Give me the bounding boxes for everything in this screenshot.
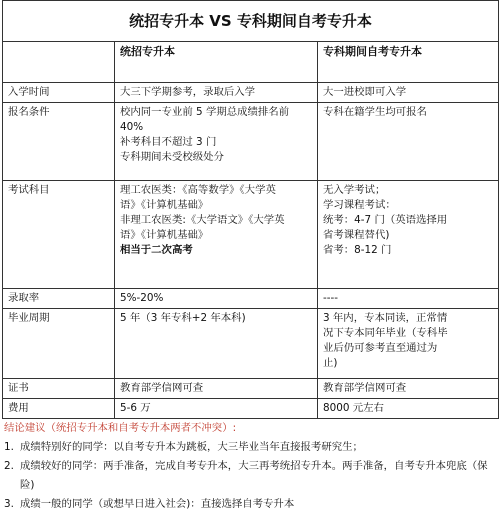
cell-tongzhao: [115, 181, 318, 289]
cell-line: 5 年（3 年专科+2 年本科): [120, 312, 246, 324]
cell-line: 学习课程考试：: [323, 199, 396, 211]
cell-line: 统考：4-7 门（英语选择用: [323, 214, 448, 226]
cell-tongzhao: [115, 379, 318, 399]
conclusion-title: 结论建议（统招专升本和自考专升本两者不冲突）:: [4, 422, 237, 434]
header-zikao: 专科期间自考专升本: [318, 42, 499, 83]
cell-line: 语》《计算机基础》: [120, 199, 209, 211]
row-label: 证书: [3, 379, 115, 399]
cell-line: ----: [323, 292, 338, 304]
cell-line: 专科在籍学生均可报名: [323, 106, 427, 118]
row-admission-rate: [3, 289, 499, 309]
row-requirements: [3, 103, 499, 181]
cell-zikao: [318, 289, 499, 309]
cell-line: 8000 元左右: [323, 402, 384, 414]
row-certificate: [3, 379, 499, 399]
row-exam-subjects: [3, 181, 499, 289]
list-text: 成绩较好的同学：两手准备，完成自考专升本，大三再考统招专升本。两手准备，自考专升本兜底（保险): [20, 460, 488, 491]
cell-line: 教育部学信网可查: [323, 382, 407, 394]
list-number: 1.: [4, 441, 14, 453]
row-label: 费用: [3, 399, 115, 419]
row-cost: [3, 399, 499, 419]
page-title: 统招专升本 VS 专科期间自考专升本: [3, 1, 499, 42]
cell-zikao: [318, 103, 499, 181]
header-row: [3, 42, 499, 83]
cell-line: 3 年内，专本同读，正常情: [323, 312, 448, 324]
cell-line: 省考：8-12 门: [323, 244, 392, 256]
title-row: [3, 1, 499, 42]
cell-line: 专科期间未受校级处分: [120, 151, 224, 163]
row-enroll-time: [3, 83, 499, 103]
cell-zikao: [318, 379, 499, 399]
cell-line: 无入学考试；: [323, 184, 386, 196]
cell-line: 理工农医类：《高等数学》《大学英: [120, 184, 276, 196]
row-label: 录取率: [3, 289, 115, 309]
list-item: [4, 438, 498, 457]
cell-tongzhao: [115, 83, 318, 103]
cell-tongzhao: [115, 399, 318, 419]
cell-line: 省考课程替代): [323, 229, 390, 241]
cell-tongzhao: [115, 309, 318, 379]
cell-line: 业后仍可参考直至通过为: [323, 342, 438, 354]
cell-line: 5-6 万: [120, 402, 151, 414]
cell-line: 大一进校即可入学: [323, 86, 407, 98]
cell-tongzhao: [115, 289, 318, 309]
conclusion-section: [4, 419, 498, 514]
list-text: 成绩特别好的同学：以自考专升本为跳板，大三毕业当年直接报考研究生；: [20, 441, 363, 453]
cell-line: 语》《计算机基础》: [120, 229, 209, 241]
list-item: [4, 457, 498, 495]
list-number: 2.: [4, 460, 14, 472]
list-text: 成绩一般的同学（或想早日进入社会)：直接选择自考专升本: [20, 498, 295, 510]
row-label: 入学时间: [3, 83, 115, 103]
list-number: 3.: [4, 498, 14, 510]
cell-zikao: [318, 181, 499, 289]
cell-line: 教育部学信网可查: [120, 382, 204, 394]
comparison-table: [2, 0, 499, 419]
emphasis-text: 相当于二次高考: [120, 244, 193, 256]
row-label: 毕业周期: [3, 309, 115, 379]
cell-line: 40%: [120, 121, 144, 133]
list-item: [4, 495, 498, 514]
cell-zikao: [318, 399, 499, 419]
header-tongzhao: 统招专升本: [115, 42, 318, 83]
cell-line: 大三下学期参考，录取后入学: [120, 86, 256, 98]
cell-line: 止): [323, 357, 338, 369]
cell-tongzhao: [115, 103, 318, 181]
cell-line: 5%-20%: [120, 292, 164, 304]
cell-line: 况下专本同年毕业（专科毕: [323, 327, 448, 339]
cell-zikao: [318, 309, 499, 379]
header-empty-cell: [3, 42, 115, 83]
cell-line: 非理工农医类:《大学语文》《大学英: [120, 214, 285, 226]
row-label: 考试科目: [3, 181, 115, 289]
row-label: 报名条件: [3, 103, 115, 181]
cell-zikao: [318, 83, 499, 103]
cell-line: 校内同一专业前 5 学期总成绩排名前: [120, 106, 290, 118]
cell-line: 补考科目不超过 3 门: [120, 136, 217, 148]
row-graduation-cycle: [3, 309, 499, 379]
